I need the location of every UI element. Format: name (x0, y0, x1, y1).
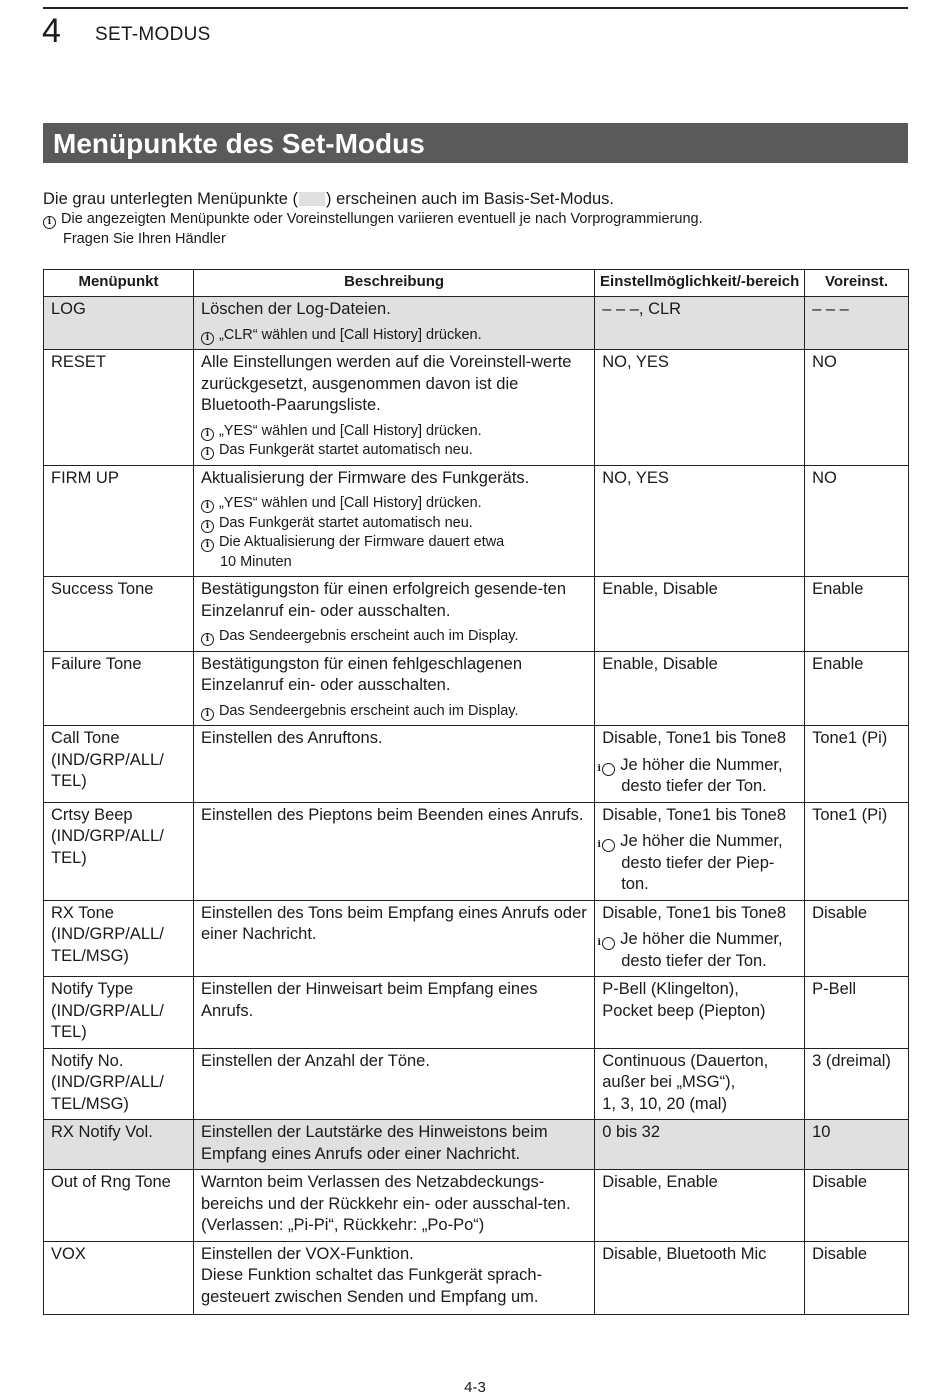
item-line: Call Tone (51, 729, 120, 747)
note-text: „YES“ wählen und [Call History] drücken. (218, 422, 482, 439)
item-line: Crtsy Beep (51, 805, 133, 824)
options-text: Disable, Tone1 bis Tone8 (602, 805, 786, 824)
description-text: Löschen der Log-Dateien. (200, 300, 391, 318)
note-continuation: 10 Minuten (219, 553, 292, 570)
cell-item: VOX (44, 1241, 194, 1315)
table-row (44, 977, 909, 1049)
description-text: Diese Funktion schaltet das Funkgerät sprach-gesteuert zwischen Senden und Empfang um. (200, 1266, 543, 1306)
cell-options: Enable, Disable (595, 651, 805, 726)
item-line: TEL) (51, 772, 87, 790)
item-line: (IND/GRP/ALL/ (51, 1073, 164, 1091)
description-text: Alle Einstellungen werden auf die Voreinstell-werte zurückgesetzt, ausgenommen davon ist die Bluetooth-Paarungsliste. (200, 353, 572, 414)
cell-default: P-Bell (805, 977, 909, 1049)
intro-note-cont: Fragen Sie Ihren Händler (63, 231, 226, 247)
cell-options: NO, YES (595, 350, 805, 466)
note (201, 422, 587, 442)
header-description: Beschreibung (193, 270, 594, 297)
cell-item: RESET (44, 350, 194, 466)
cell-description: Einstellen des Pieptons beim Beenden eines Anrufs. (193, 802, 594, 900)
section-title: Menüpunkte des Set-Modus (53, 128, 425, 159)
note-text: „YES“ wählen und [Call History] drücken. (218, 495, 482, 511)
cell-options: – – –, CLR (595, 297, 805, 350)
cell-default: Disable (805, 900, 909, 977)
item-line: TEL/MSG) (51, 946, 129, 965)
note-text: Das Sendeergebnis erscheint auch im Display. (218, 702, 519, 719)
cell-item (44, 1048, 194, 1120)
note-text: Die Aktualisierung der Firmware dauert etwa (218, 534, 505, 550)
top-rule (43, 7, 908, 9)
cell-default: Enable (805, 651, 909, 726)
cell-item: RX Notify Vol. (44, 1120, 194, 1170)
cell-options: NO, YES (595, 465, 805, 577)
info-icon: i (201, 708, 214, 721)
cell-description (193, 1241, 594, 1315)
cell-default: 10 (805, 1120, 909, 1170)
cell-item (44, 802, 194, 900)
note (201, 702, 587, 722)
info-icon: i (201, 539, 214, 552)
info-icon: i (201, 447, 214, 460)
option-note-text: Je höher die Nummer, desto tiefer der Ton. (620, 930, 783, 970)
options-line: P-Bell (Klingelton), (602, 980, 739, 998)
options-line: außer bei „MSG“), (602, 1073, 736, 1091)
info-icon: i (43, 216, 56, 229)
description-text: (Verlassen: „Pi-Pi“, Rückkehr: „Po-Po“) (200, 1216, 485, 1234)
cell-options: Enable, Disable (595, 577, 805, 652)
cell-item: LOG (44, 297, 194, 350)
item-line: (IND/GRP/ALL/ (51, 827, 164, 845)
cell-description (193, 577, 594, 652)
item-line: Notify No. (51, 1051, 124, 1070)
note-text: Das Funkgerät startet automatisch neu. (218, 514, 473, 531)
section-title-bar (43, 123, 908, 163)
item-line: TEL/MSG) (51, 1094, 129, 1113)
cell-default: NO (805, 350, 909, 466)
option-note-text: Je höher die Nummer, desto tiefer der Ton. (620, 755, 783, 795)
table-row (44, 1170, 909, 1242)
cell-description: Einstellen der Anzahl der Töne. (193, 1048, 594, 1120)
description-text: Warnton beim Verlassen des Netzabdeckungs-bereichs und der Rückkehr ein- oder ausschal-ten. (200, 1173, 571, 1213)
chapter-number: 4 (42, 12, 61, 50)
cell-default: NO (805, 465, 909, 577)
option-note-text: Je höher die Nummer, desto tiefer der Piep-ton. (620, 832, 783, 893)
item-line: Notify Type (51, 980, 134, 998)
cell-description (193, 651, 594, 726)
info-icon: i (602, 763, 615, 776)
cell-item (44, 900, 194, 977)
cell-default: Disable (805, 1241, 909, 1315)
table-row (44, 651, 909, 726)
note (201, 533, 587, 553)
options-text: Disable, Tone1 bis Tone8 (602, 729, 786, 747)
table-row (44, 726, 909, 803)
cell-description (193, 1170, 594, 1242)
cell-item: Success Tone (44, 577, 194, 652)
intro-text-before: Die grau unterlegten Menüpunkte ( (43, 190, 298, 208)
option-note (597, 755, 797, 798)
cell-default: Tone1 (Pi) (805, 802, 909, 900)
option-note (597, 831, 797, 896)
item-line: (IND/GRP/ALL/ (51, 925, 164, 943)
cell-description: Einstellen der Hinweisart beim Empfang eines Anrufs. (193, 977, 594, 1049)
note-text: Das Sendeergebnis erscheint auch im Display. (218, 628, 519, 644)
description-text: Bestätigungston für einen fehlgeschlagenen Einzelanruf ein- oder ausschalten. (200, 654, 523, 694)
table-row (44, 297, 909, 350)
cell-item (44, 726, 194, 803)
page-number: 4-3 (464, 1379, 486, 1396)
header-menu-item: Menüpunkt (44, 270, 194, 297)
chapter-title: SET-MODUS (95, 24, 211, 45)
header-options: Einstellmöglichkeit/-bereich (595, 270, 805, 297)
intro-block (43, 189, 908, 249)
options-text: Disable, Tone1 bis Tone8 (602, 903, 786, 922)
table-header-row (44, 270, 909, 297)
menu-table (43, 269, 909, 1315)
cell-item: FIRM UP (44, 465, 194, 577)
cell-item: Failure Tone (44, 651, 194, 726)
intro-text (43, 189, 908, 209)
options-line: Continuous (Dauerton, (602, 1051, 769, 1070)
note-text: Das Funkgerät startet automatisch neu. (218, 442, 473, 458)
intro-note-text: Die angezeigten Menüpunkte oder Voreinstellungen variieren eventuell je nach Vorprogrammierung. (61, 211, 703, 227)
options-line: 1, 3, 10, 20 (mal) (602, 1094, 727, 1113)
item-line: RX Tone (51, 903, 114, 922)
cell-options (595, 977, 805, 1049)
cell-item: Out of Rng Tone (44, 1170, 194, 1242)
cell-options (595, 802, 805, 900)
grey-swatch (299, 192, 325, 206)
note (201, 494, 587, 514)
cell-description: Einstellen der Lautstärke des Hinweistons beim Empfang eines Anrufs oder einer Nachricht. (193, 1120, 594, 1170)
cell-description (193, 297, 594, 350)
table-row (44, 1048, 909, 1120)
item-line: TEL) (51, 1023, 87, 1041)
table-row (44, 577, 909, 652)
header-default: Voreinst. (805, 270, 909, 297)
cell-default: Tone1 (Pi) (805, 726, 909, 803)
info-icon: i (201, 332, 214, 345)
cell-item (44, 977, 194, 1049)
cell-default: – – – (805, 297, 909, 350)
cell-options: Disable, Bluetooth Mic (595, 1241, 805, 1315)
cell-description (193, 465, 594, 577)
note (201, 441, 587, 461)
description-text: Bestätigungston für einen erfolgreich gesende-ten Einzelanruf ein- oder ausschalten. (200, 580, 567, 620)
intro-text-after: ) erscheinen auch im Basis-Set-Modus. (326, 190, 614, 208)
description-text: Einstellen der VOX-Funktion. (200, 1244, 414, 1263)
table-row (44, 900, 909, 977)
cell-options (595, 726, 805, 803)
table-row (44, 465, 909, 577)
cell-options (595, 900, 805, 977)
cell-options: Disable, Enable (595, 1170, 805, 1242)
info-icon: i (201, 633, 214, 646)
table-row (44, 1241, 909, 1315)
cell-description: Einstellen des Tons beim Empfang eines Anrufs oder einer Nachricht. (193, 900, 594, 977)
item-line: (IND/GRP/ALL/ (51, 1001, 164, 1020)
info-icon: i (201, 520, 214, 533)
cell-default: 3 (dreimal) (805, 1048, 909, 1120)
note (201, 326, 587, 346)
table-row (44, 350, 909, 466)
option-note (597, 929, 797, 972)
cell-default: Enable (805, 577, 909, 652)
options-line: Pocket beep (Piepton) (602, 1001, 766, 1020)
info-icon: i (201, 500, 214, 513)
item-line: (IND/GRP/ALL/ (51, 750, 164, 769)
cell-description: Einstellen des Anruftons. (193, 726, 594, 803)
cell-options (595, 1048, 805, 1120)
table-row (44, 1120, 909, 1170)
table-row (44, 802, 909, 900)
cell-description (193, 350, 594, 466)
info-icon: i (602, 839, 615, 852)
note (201, 514, 587, 534)
cell-default: Disable (805, 1170, 909, 1242)
note (201, 627, 587, 647)
intro-note (43, 209, 908, 229)
note-text: „CLR“ wählen und [Call History] drücken. (218, 326, 482, 343)
info-icon: i (201, 428, 214, 441)
description-text: Aktualisierung der Firmware des Funkgeräts. (200, 468, 530, 487)
cell-options: 0 bis 32 (595, 1120, 805, 1170)
info-icon: i (602, 937, 615, 950)
item-line: TEL) (51, 848, 87, 867)
